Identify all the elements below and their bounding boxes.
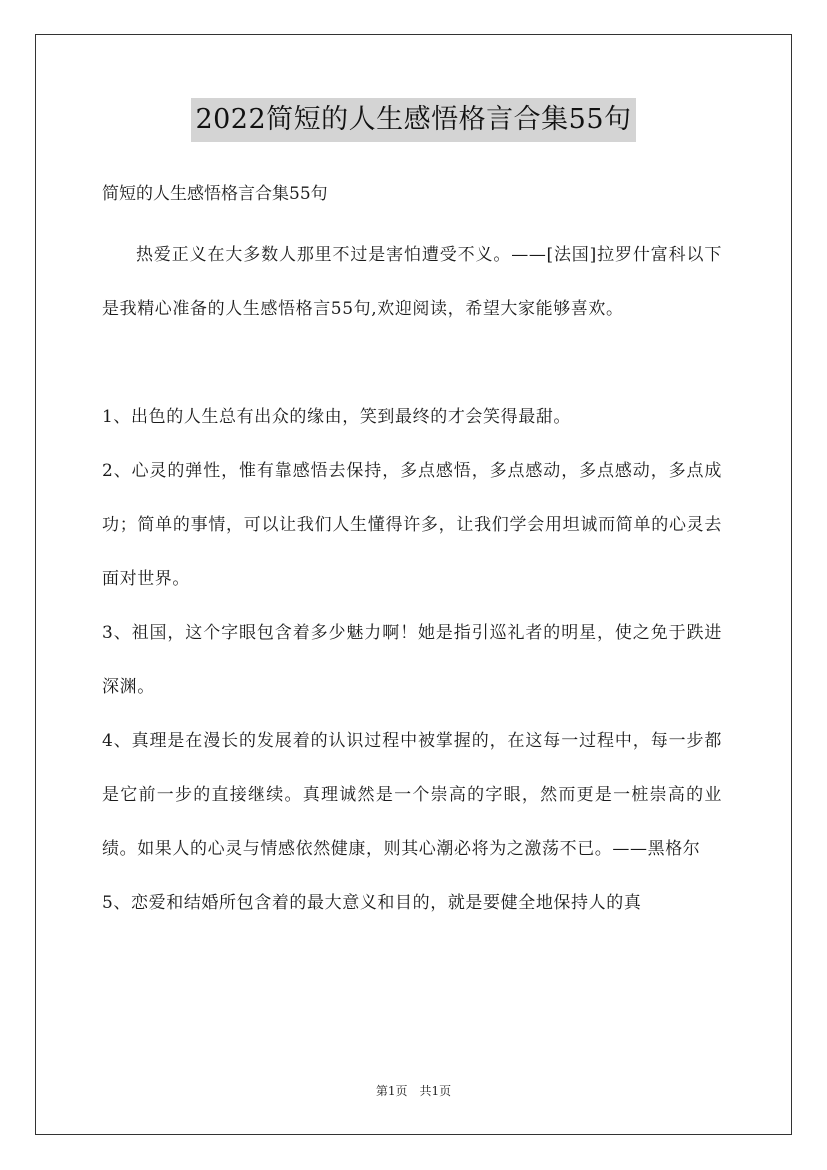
- quote-item-4: 4、真理是在漫长的发展着的认识过程中被掌握的，在这每一过程中，每一步都是它前一步的直接继续。真理诚然是一个崇高的字眼，然而更是一桩崇高的业绩。如果人的心灵与情感依然健康，则其心潮必将为之激荡不已。——黑格尔: [102, 731, 722, 859]
- title-container: [0, 98, 827, 142]
- quote-item-1: 1、出色的人生总有出众的缘由，笑到最终的才会笑得最甜。: [102, 407, 572, 427]
- quote-item-2: 2、心灵的弹性，惟有靠感悟去保持，多点感悟，多点感动，多点感动，多点成功；简单的事情，可以让我们人生懂得许多，让我们学会用坦诚而简单的心灵去面对世界。: [102, 461, 722, 589]
- document-title: 2022简短的人生感悟格言合集55句: [191, 98, 635, 142]
- quote-item-3: 3、祖国，这个字眼包含着多少魅力啊！她是指引巡礼者的明星，使之免于跌进深渊。: [102, 623, 722, 697]
- quote-item-5: 5、恋爱和结婚所包含着的最大意义和目的，就是要健全地保持人的真: [102, 893, 642, 913]
- page-footer: 第1页 共1页: [375, 1084, 452, 1098]
- paragraph-spacer: [102, 336, 722, 390]
- intro-paragraph: 热爱正义在大多数人那里不过是害怕遭受不义。——[法国]拉罗什富科以下是我精心准备的人生感悟格言55句,欢迎阅读，希望大家能够喜欢。: [102, 245, 722, 319]
- document-subtitle: 简短的人生感悟格言合集55句: [102, 184, 328, 204]
- document-body: [102, 228, 722, 930]
